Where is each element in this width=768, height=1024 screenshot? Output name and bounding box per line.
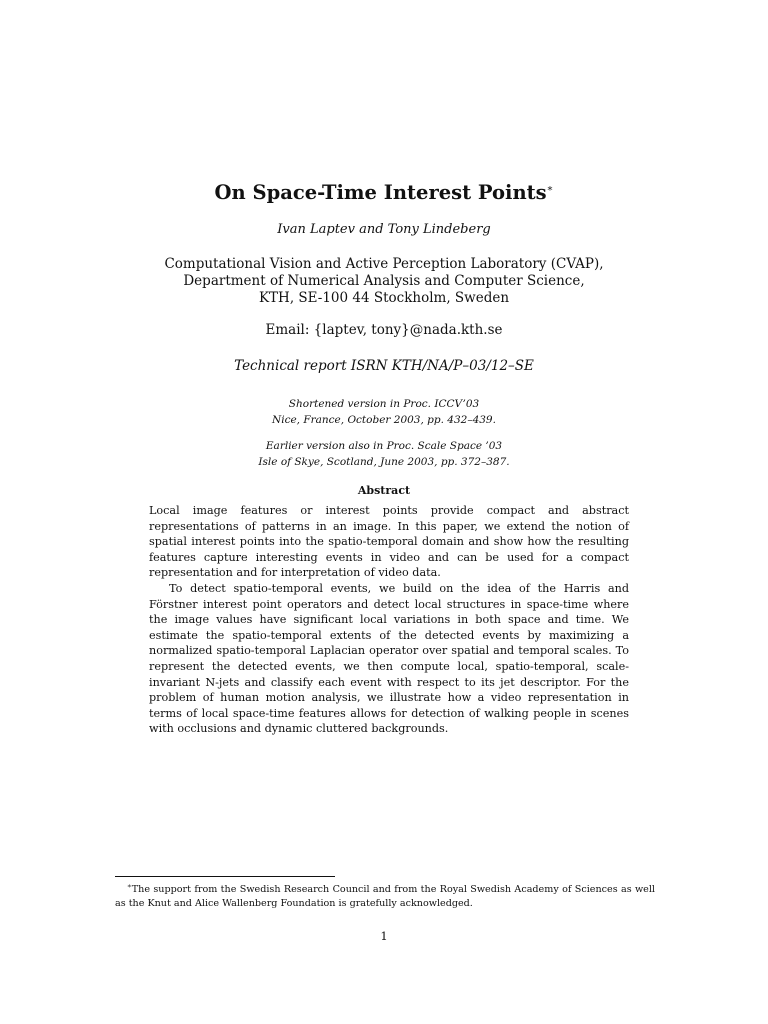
affiliation (0, 256, 768, 307)
abstract-paragraph: Local image features or interest points provide compact and abstract representations of patterns in an image. In this paper, we extend the notion of spatial interest points into the spatio-temporal domain and show how the resulting features capture interesting events in video and can be used for a compact representation and for interpretation of video data. (149, 504, 629, 580)
proc-line: Earlier version also in Proc. Scale Space ’03 (265, 440, 503, 452)
proc-shortened (0, 396, 768, 428)
paper-title (0, 181, 768, 204)
affiliation-line: KTH, SE-100 44 Stockholm, Sweden (258, 290, 510, 306)
footnote-mark: ∗ (127, 882, 132, 890)
proc-line: Nice, France, October 2003, pp. 432–439. (272, 414, 496, 426)
paper-title-text: On Space-Time Interest Points (214, 181, 547, 204)
footnote-rule (115, 876, 335, 877)
abstract-heading: Abstract (357, 484, 411, 497)
affiliation-line: Computational Vision and Active Perception Laboratory (CVAP), (164, 256, 604, 272)
affiliation-line: Department of Numerical Analysis and Computer Science, (183, 273, 585, 289)
proc-line: Shortened version in Proc. ICCV’03 (288, 398, 480, 410)
proc-line: Isle of Skye, Scotland, June 2003, pp. 372–387. (258, 456, 510, 468)
authors: Ivan Laptev and Tony Lindeberg (277, 222, 491, 237)
abstract-body (149, 503, 629, 737)
technical-report: Technical report ISRN KTH/NA/P–03/12–SE (234, 358, 534, 374)
page-number: 1 (380, 929, 388, 943)
proc-earlier (0, 438, 768, 470)
footnote (115, 879, 655, 911)
footnote-text: The support from the Swedish Research Council and from the Royal Swedish Academy of Sciences as well as the Knut and Alice Wallenberg Foundation is gratefully acknowledged. (115, 884, 655, 910)
email: Email: {laptev, tony}@nada.kth.se (265, 322, 503, 338)
title-footnote-mark: ∗ (546, 183, 554, 195)
abstract-paragraph: To detect spatio-temporal events, we build on the idea of the Harris and Förstner interest point operators and detect local structures in space-time where the image values have significant local variations in both space and time. We estimate the spatio-temporal extents of the detected events by maximizing a normalized spatio-temporal Laplacian operator over spatial and temporal scales. To represent the detected events, we then compute local, spatio-temporal, scale-invariant N-jets and classify each event with respect to its jet descriptor. For the problem of human motion analysis, we illustrate how a video representation in terms of local space-time features allows for detection of walking people in scenes with occlusions and dynamic cluttered backgrounds. (149, 581, 629, 736)
